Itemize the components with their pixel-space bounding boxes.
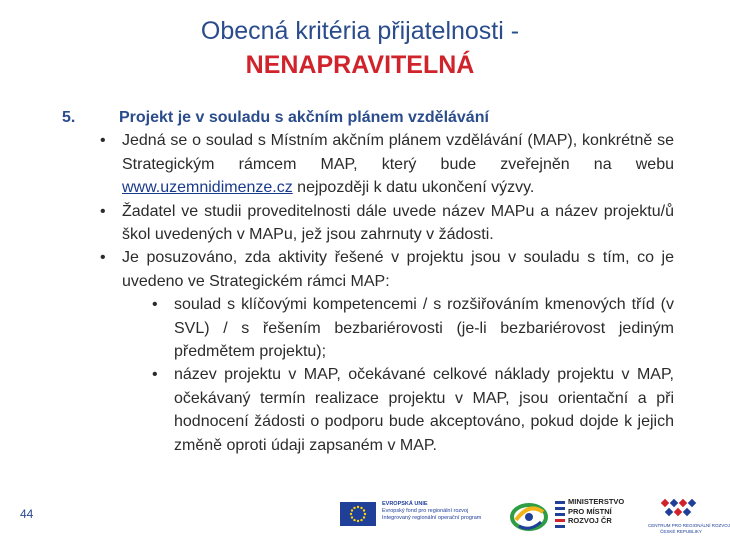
bullet-posuzovani: • Je posuzováno, zda aktivity řešené v projektu jsou v souladu s tím, co je uvedeno ve Strategickém rámci MAP: • soulad s klíčovými kompetencemi / s rozšiřováním kmenových tříd (v SVL) / s řešením bezbariérovosti (je-li bezbariérovost jediným předmětem projektu); • název projektu v MAP, očekávané celkové náklady projektu v MAP, očekávaný termín realizace projektu v MAP, jsou orientační a při hodnocení žádosti o podporu bude akceptováno, pokud dojde k jejich změně oproti údaji zapsaném v MAP. [122,246,674,457]
title-line-2: NENAPRAVITELNÁ [245,51,475,79]
title-line-1: Obecná kritéria přijatelnosti - [200,17,520,45]
page-number: 44 [20,507,34,521]
crr-logo [644,496,730,536]
criterion-heading-text: Projekt je v souladu s akčním plánem vzdělávání [119,109,489,126]
criterion-block [62,106,674,457]
sub-bullet-kompetence: • soulad s klíčovými kompetencemi / s rozšiřováním kmenových tříd (v SVL) / s řešením bezbariérovosti (je-li bezbariérovost jediným předmětem projektu); [174,293,674,363]
criterion-heading [62,106,674,129]
irop-logo-icon [510,498,548,534]
bullet-studie: • Žadatel ve studii proveditelnosti dále uvede název MAPu a název projektu/ů škol uvedených v MAPu, jež jsou zahrnuty v žádosti. [122,200,674,247]
sub-bullets [122,293,674,457]
crr-logo-text: CENTRUM PRO REGIONÁLNÍ ROZVOJ ČESKÉ REPUBLIKY [648,523,730,534]
bullet-map-soulad: • Jedná se o soulad s Místním akčním plánem vzdělávání (MAP), konkrétně se Strategickým rámcem MAP, který bude zveřejněn na webu www.uzemnidimenze.cz nejpozději k datu ukončení výzvy. [122,129,674,199]
crr-mark-icon [661,499,696,516]
criterion-bullets [62,129,674,457]
footer-logos [338,494,730,538]
slide-title [0,14,720,82]
uzemnidimenze-link[interactable]: www.uzemnidimenze.cz [122,179,293,197]
sub-bullet-nazev-projektu: • název projektu v MAP, očekávané celkové náklady projektu v MAP, očekávaný termín realizace projektu v MAP, jsou orientační a při hodnocení žádosti o podporu bude akceptováno, pokud dojde k jejich změně oproti údaji zapsaném v MAP. [174,363,674,457]
eu-logo-text: EVROPSKÁ UNIE Evropský fond pro regionální rozvoj Integrovaný regionální operační program [382,501,482,521]
mmr-logo-text: MINISTERSTVO PRO MÍSTNÍ ROZVOJ ČR [568,497,625,525]
criterion-number: 5. [62,109,76,126]
eu-flag-icon [340,502,376,526]
mmr-logo [554,497,640,535]
